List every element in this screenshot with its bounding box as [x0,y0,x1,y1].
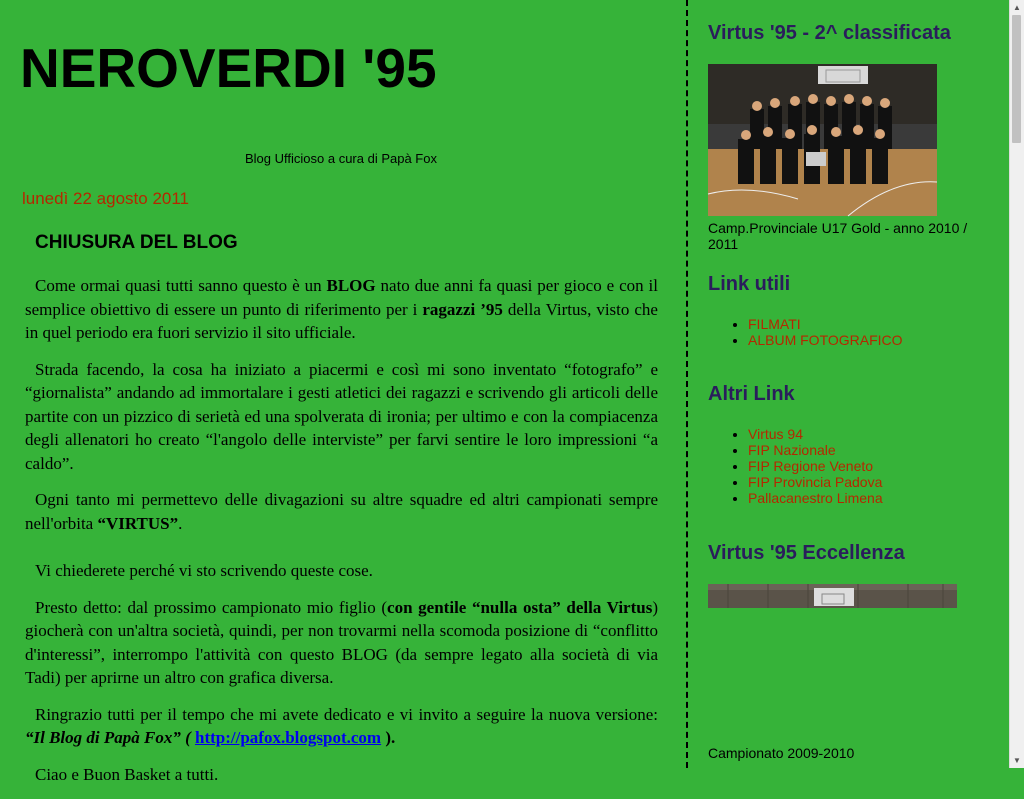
eccellenza-caption: Campionato 2009-2010 [708,745,855,761]
blog-title[interactable]: NEROVERDI '95 [20,37,437,99]
team-photo-caption: Camp.Provinciale U17 Gold - anno 2010 / 2011 [708,220,968,252]
pafox-blog-link[interactable]: http://pafox.blogspot.com [195,728,382,747]
link-fip-provincia-padova[interactable]: FIP Provincia Padova [748,474,883,490]
sidebar-title-eccellenza: Virtus '95 Eccellenza [708,542,905,564]
team-photo[interactable] [708,64,937,216]
blog-description: Blog Ufficioso a cura di Papà Fox [245,151,437,166]
link-album-fotografico[interactable]: ALBUM FOTOGRAFICO [748,332,903,348]
sidebar-title-link-utili: Link utili [708,273,791,295]
post-paragraph: Ringrazio tutti per il tempo che mi avete dedicato e vi invito a seguire la nuova versione: “Il Blog di Papà Fox” ( http://pafox.blogspot.com ). [25,704,658,747]
sidebar-title-virtus95: Virtus '95 - 2^ classificata [708,22,951,44]
list-item [748,474,883,490]
link-fip-regione-veneto[interactable]: FIP Regione Veneto [748,458,874,474]
post-paragraph: Vi chiederete perché vi sto scrivendo queste cose. [35,561,373,580]
list-item [748,332,903,348]
list-item [748,442,883,458]
post-body [25,274,658,799]
sidebar-title-altri-link: Altri Link [708,383,795,405]
link-fip-nazionale[interactable]: FIP Nazionale [748,442,836,458]
altri-link-list [748,426,883,506]
post-date: lunedì 22 agosto 2011 [22,189,189,208]
list-item [748,458,883,474]
post-title[interactable]: CHIUSURA DEL BLOG [35,232,238,253]
post-paragraph: Come ormai quasi tutti sanno questo è un BLOG nato due anni fa quasi per gioco e con il semplice obiettivo di essere un punto di riferimento per i ragazzi ’95 della Virtus, visto che in quel periodo era fuori servizio il sito ufficiale. [25,276,658,342]
eccellenza-photo[interactable] [708,584,957,608]
post-paragraph: Presto detto: dal prossimo campionato mio figlio (con gentile “nulla osta” della Virtus) giocherà con un'altra società, quindi, per non trovarmi nella scomoda posizione di “conflitto d'interessi”, interrompo l'attività con questo BLOG (da sempre legato alla società di via Tadi) per aprirne un altro con grafica diversa. [25,597,658,687]
sidebar [708,0,998,768]
scroll-down-icon[interactable]: ▼ [1013,756,1021,765]
link-utili-list [748,316,903,348]
post-paragraph: Ogni tanto mi permettevo delle divagazioni su altre squadre ed altri campionati sempre nell'orbita “VIRTUS”. [25,490,658,533]
list-item [748,316,903,332]
column-divider [686,0,688,768]
vertical-scrollbar[interactable] [1009,0,1024,768]
scroll-thumb[interactable] [1012,15,1021,143]
link-pallacanestro-limena[interactable]: Pallacanestro Limena [748,490,883,506]
list-item [748,426,883,442]
link-virtus-94[interactable]: Virtus 94 [748,426,803,442]
post-paragraph: Ciao e Buon Basket a tutti. [35,764,219,784]
post-paragraph: Strada facendo, la cosa ha iniziato a piacermi e così mi sono inventato “fotografo” e “giornalista” andando ad immortalare i gesti atletici dei ragazzi e scrivendo gli articoli delle partite con un pizzico di serietà ed una spolverata di ironia; per ultimo e con la compiacenza degli allenatori ho creato “l'angolo delle interviste” per farvi sentire le loro impressioni “a caldo”. [25,359,658,473]
scroll-up-icon[interactable]: ▲ [1013,3,1021,12]
list-item [748,490,883,506]
link-filmati[interactable]: FILMATI [748,316,801,332]
